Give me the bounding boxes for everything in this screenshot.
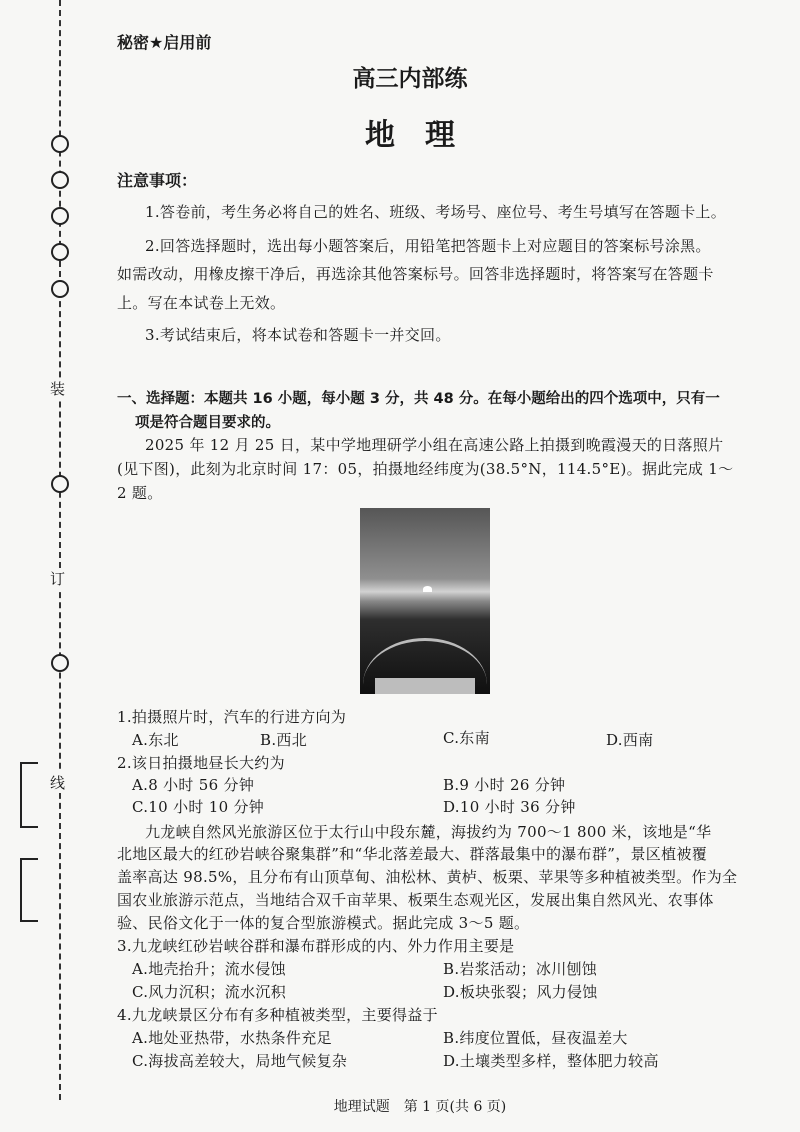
question-1-option-b[interactable]: B.西北 [260,731,307,749]
sunset-photo [360,508,490,694]
binding-dashed-line [59,0,61,1100]
binding-hole [51,475,69,493]
notice-item-3: 3.考试结束后，将本试卷和答题卡一并交回。 [145,326,451,344]
passage-2-line-4: 国农业旅游示范点，当地结合双千亩苹果、板栗生态观光区，发展出集自然风光、农事体 [117,891,714,909]
question-3-option-b[interactable]: B.岩浆活动；冰川刨蚀 [443,960,598,978]
page-footer: 地理试题 第 1 页(共 6 页) [333,1099,507,1115]
exam-title: 高三内部练 [352,66,468,92]
question-2-option-c[interactable]: C.10 小时 10 分钟 [132,798,265,816]
binding-hole [51,243,69,261]
sun-shape [423,586,432,592]
question-1-option-d[interactable]: D.西南 [606,731,654,749]
question-1-option-a[interactable]: A.东北 [132,731,179,749]
question-3-option-c[interactable]: C.风力沉积；流水沉积 [132,983,287,1001]
notice-item-1: 1.答卷前，考生务必将自己的姓名、班级、考场号、座位号、考生号填写在答题卡上。 [145,203,727,221]
car-screen-shape [375,678,475,694]
binding-label-zhuang: 装 [50,380,66,398]
notice-item-2-line-1: 2.回答选择题时，选出每小题答案后，用铅笔把答题卡上对应题目的答案标号涂黑。 [145,237,711,255]
question-1-option-c[interactable]: C.东南 [443,729,490,747]
binding-hole [51,654,69,672]
notice-item-2-line-3: 上。写在本试卷上无效。 [117,294,286,312]
binding-hole [51,135,69,153]
section-heading-line-2: 项是符合题目要求的。 [135,415,280,431]
question-2-option-a[interactable]: A.8 小时 56 分钟 [132,776,255,794]
binding-label-xian: 线 [50,774,66,792]
passage-2-line-5: 验、民俗文化于一体的复合型旅游模式。据此完成 3～5 题。 [117,914,530,932]
question-4-option-d[interactable]: D.土壤类型多样，整体肥力较高 [443,1052,659,1070]
binding-hole [51,280,69,298]
passage-1-line-1: 2025 年 12 月 25 日，某中学地理研学小组在高速公路上拍摄到晚霞漫天的日落照片 [145,436,724,454]
passage-1-line-3: 2 题。 [117,484,163,502]
question-4-option-b[interactable]: B.纬度位置低，昼夜温差大 [443,1029,628,1047]
question-3-stem: 3.九龙峡红砂岩峡谷群和瀑布群形成的内、外力作用主要是 [117,937,515,955]
subject-title: 地 理 [365,118,455,153]
question-4-stem: 4.九龙峡景区分布有多种植被类型，主要得益于 [117,1006,438,1024]
binding-hole [51,207,69,225]
binding-bracket [20,762,38,828]
passage-2-line-3: 盖率高达 98.5%，且分布有山顶草甸、油松林、黄栌、板栗、苹果等多种植被类型。作为全 [117,868,738,886]
question-2-option-d[interactable]: D.10 小时 36 分钟 [443,798,576,816]
binding-label-ding: 订 [50,570,66,588]
passage-2-line-2: 北地区最大的红砂岩峡谷聚集群”和“华北落差最大、群落最集中的瀑布群”，景区植被覆 [117,845,708,863]
question-4-option-c[interactable]: C.海拔高差较大，局地气候复杂 [132,1052,348,1070]
question-2-option-b[interactable]: B.9 小时 26 分钟 [443,776,566,794]
question-2-stem: 2.该日拍摄地昼长大约为 [117,754,285,772]
question-4-option-a[interactable]: A.地处亚热带，水热条件充足 [132,1029,332,1047]
binding-bracket [20,858,38,922]
binding-hole [51,171,69,189]
section-heading-line-1: 一、选择题：本题共 16 小题，每小题 3 分，共 48 分。在每小题给出的四个选项中，只有一 [117,391,720,407]
notice-title: 注意事项： [117,171,198,190]
question-3-option-a[interactable]: A.地壳抬升；流水侵蚀 [132,960,286,978]
secret-label: 秘密★启用前 [117,33,212,52]
question-3-option-d[interactable]: D.板块张裂；风力侵蚀 [443,983,598,1001]
passage-1-line-2: (见下图)，此刻为北京时间 17：05，拍摄地经纬度为(38.5°N，114.5°E)。据此完成 1～ [117,460,734,478]
notice-item-2-line-2: 如需改动，用橡皮擦干净后，再选涂其他答案标号。回答非选择题时，将答案写在答题卡 [117,265,714,283]
passage-2-line-1: 九龙峡自然风光旅游区位于太行山中段东麓，海拔约为 700～1 800 米，该地是“华 [145,823,712,841]
question-1-stem: 1.拍摄照片时，汽车的行进方向为 [117,708,347,726]
